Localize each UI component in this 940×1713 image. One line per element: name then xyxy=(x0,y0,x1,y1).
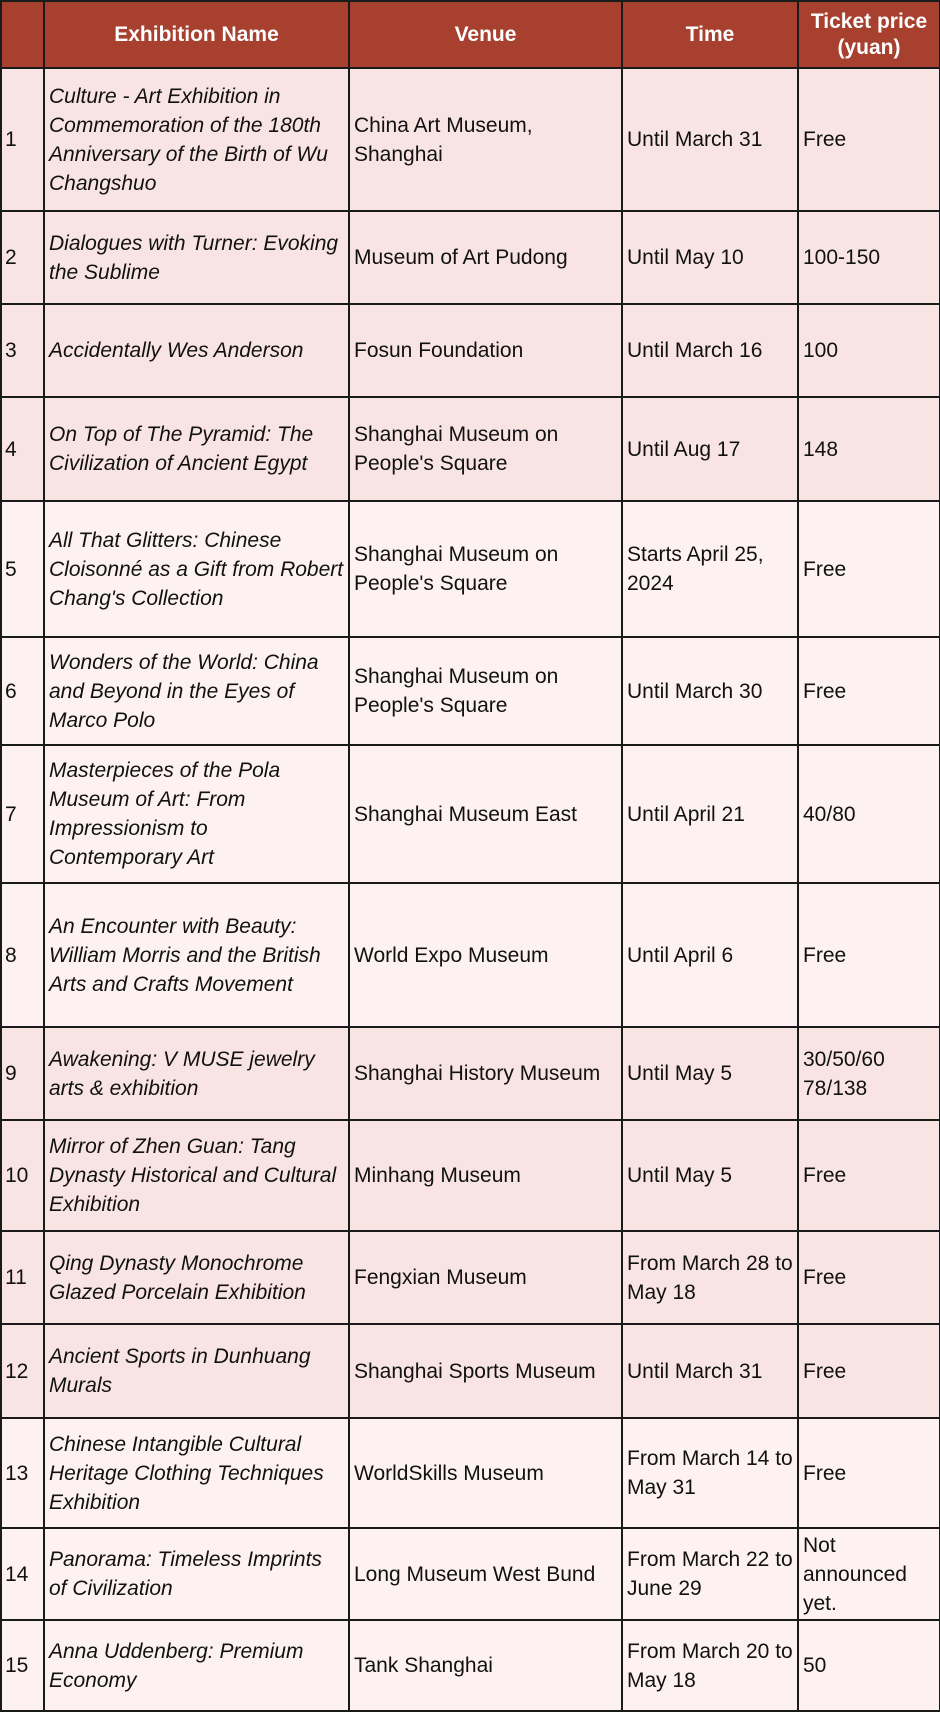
table-row xyxy=(1,1120,940,1231)
venue: Museum of Art Pudong xyxy=(349,211,622,304)
table-row xyxy=(1,501,940,637)
table-row xyxy=(1,68,940,211)
time: Until March 31 xyxy=(622,68,798,211)
venue: Tank Shanghai xyxy=(349,1620,622,1711)
ticket-price: 50 xyxy=(798,1620,940,1711)
time: Starts April 25, 2024 xyxy=(622,501,798,637)
ticket-price: 100-150 xyxy=(798,211,940,304)
time: Until April 21 xyxy=(622,745,798,883)
time: Until March 16 xyxy=(622,304,798,397)
venue: Fengxian Museum xyxy=(349,1231,622,1324)
table-row xyxy=(1,1528,940,1620)
venue: Shanghai Museum on People's Square xyxy=(349,397,622,501)
ticket-price: Free xyxy=(798,1120,940,1231)
ticket-price: Not announced yet. xyxy=(798,1528,940,1620)
ticket-price: 100 xyxy=(798,304,940,397)
row-number: 2 xyxy=(1,211,44,304)
table-row xyxy=(1,1027,940,1120)
header-exhibition-name: Exhibition Name xyxy=(44,1,349,68)
table-row xyxy=(1,397,940,501)
ticket-price: Free xyxy=(798,1231,940,1324)
table-row xyxy=(1,745,940,883)
time: Until May 10 xyxy=(622,211,798,304)
venue: Fosun Foundation xyxy=(349,304,622,397)
time: From March 28 to May 18 xyxy=(622,1231,798,1324)
exhibition-name: Masterpieces of the Pola Museum of Art: From Impressionism to Contemporary Art xyxy=(44,745,349,883)
venue: China Art Museum, Shanghai xyxy=(349,68,622,211)
exhibition-name: Panorama: Timeless Imprints of Civilization xyxy=(44,1528,349,1620)
venue: Shanghai Museum East xyxy=(349,745,622,883)
venue: WorldSkills Museum xyxy=(349,1418,622,1528)
time: Until March 31 xyxy=(622,1324,798,1418)
venue: Shanghai History Museum xyxy=(349,1027,622,1120)
row-number: 6 xyxy=(1,637,44,745)
ticket-price: Free xyxy=(798,68,940,211)
exhibition-name: Ancient Sports in Dunhuang Murals xyxy=(44,1324,349,1418)
time: Until March 30 xyxy=(622,637,798,745)
row-number: 7 xyxy=(1,745,44,883)
time: Until May 5 xyxy=(622,1120,798,1231)
exhibition-name: On Top of The Pyramid: The Civilization of Ancient Egypt xyxy=(44,397,349,501)
exhibition-name: Awakening: V MUSE jewelry arts & exhibition xyxy=(44,1027,349,1120)
table-row xyxy=(1,883,940,1027)
time: From March 22 to June 29 xyxy=(622,1528,798,1620)
exhibition-name: All That Glitters: Chinese Cloisonné as a Gift from Robert Chang's Collection xyxy=(44,501,349,637)
time: Until May 5 xyxy=(622,1027,798,1120)
venue: World Expo Museum xyxy=(349,883,622,1027)
row-number: 1 xyxy=(1,68,44,211)
header-row xyxy=(1,1,940,68)
exhibition-name: Qing Dynasty Monochrome Glazed Porcelain Exhibition xyxy=(44,1231,349,1324)
exhibition-name: Chinese Intangible Cultural Heritage Clothing Techniques Exhibition xyxy=(44,1418,349,1528)
ticket-price: Free xyxy=(798,501,940,637)
row-number: 9 xyxy=(1,1027,44,1120)
ticket-price: 40/80 xyxy=(798,745,940,883)
row-number: 13 xyxy=(1,1418,44,1528)
ticket-price: Free xyxy=(798,637,940,745)
table-row xyxy=(1,1620,940,1711)
venue: Long Museum West Bund xyxy=(349,1528,622,1620)
table-row xyxy=(1,304,940,397)
ticket-price: Free xyxy=(798,1324,940,1418)
table-row xyxy=(1,211,940,304)
exhibition-name: Accidentally Wes Anderson xyxy=(44,304,349,397)
row-number: 8 xyxy=(1,883,44,1027)
exhibition-name: Wonders of the World: China and Beyond in the Eyes of Marco Polo xyxy=(44,637,349,745)
header-time: Time xyxy=(622,1,798,68)
time: From March 20 to May 18 xyxy=(622,1620,798,1711)
time: From March 14 to May 31 xyxy=(622,1418,798,1528)
ticket-price: Free xyxy=(798,883,940,1027)
row-number: 3 xyxy=(1,304,44,397)
row-number: 12 xyxy=(1,1324,44,1418)
row-number: 4 xyxy=(1,397,44,501)
ticket-price: 148 xyxy=(798,397,940,501)
row-number: 11 xyxy=(1,1231,44,1324)
table-row xyxy=(1,1418,940,1528)
row-number: 14 xyxy=(1,1528,44,1620)
exhibition-name: An Encounter with Beauty: William Morris and the British Arts and Crafts Movement xyxy=(44,883,349,1027)
exhibition-name: Dialogues with Turner: Evoking the Sublime xyxy=(44,211,349,304)
time: Until April 6 xyxy=(622,883,798,1027)
row-number: 5 xyxy=(1,501,44,637)
table-row xyxy=(1,1231,940,1324)
exhibition-name: Anna Uddenberg: Premium Economy xyxy=(44,1620,349,1711)
row-number: 10 xyxy=(1,1120,44,1231)
exhibition-name: Culture - Art Exhibition in Commemoration of the 180th Anniversary of the Birth of Wu Changshuo xyxy=(44,68,349,211)
time: Until Aug 17 xyxy=(622,397,798,501)
table-row xyxy=(1,1324,940,1418)
header-ticket-price: Ticket price (yuan) xyxy=(798,1,940,68)
exhibition-name: Mirror of Zhen Guan: Tang Dynasty Historical and Cultural Exhibition xyxy=(44,1120,349,1231)
header-index xyxy=(1,1,44,68)
ticket-price: 30/50/60 78/138 xyxy=(798,1027,940,1120)
row-number: 15 xyxy=(1,1620,44,1711)
table-row xyxy=(1,637,940,745)
venue: Shanghai Sports Museum xyxy=(349,1324,622,1418)
venue: Minhang Museum xyxy=(349,1120,622,1231)
ticket-price: Free xyxy=(798,1418,940,1528)
venue: Shanghai Museum on People's Square xyxy=(349,501,622,637)
venue: Shanghai Museum on People's Square xyxy=(349,637,622,745)
header-venue: Venue xyxy=(349,1,622,68)
